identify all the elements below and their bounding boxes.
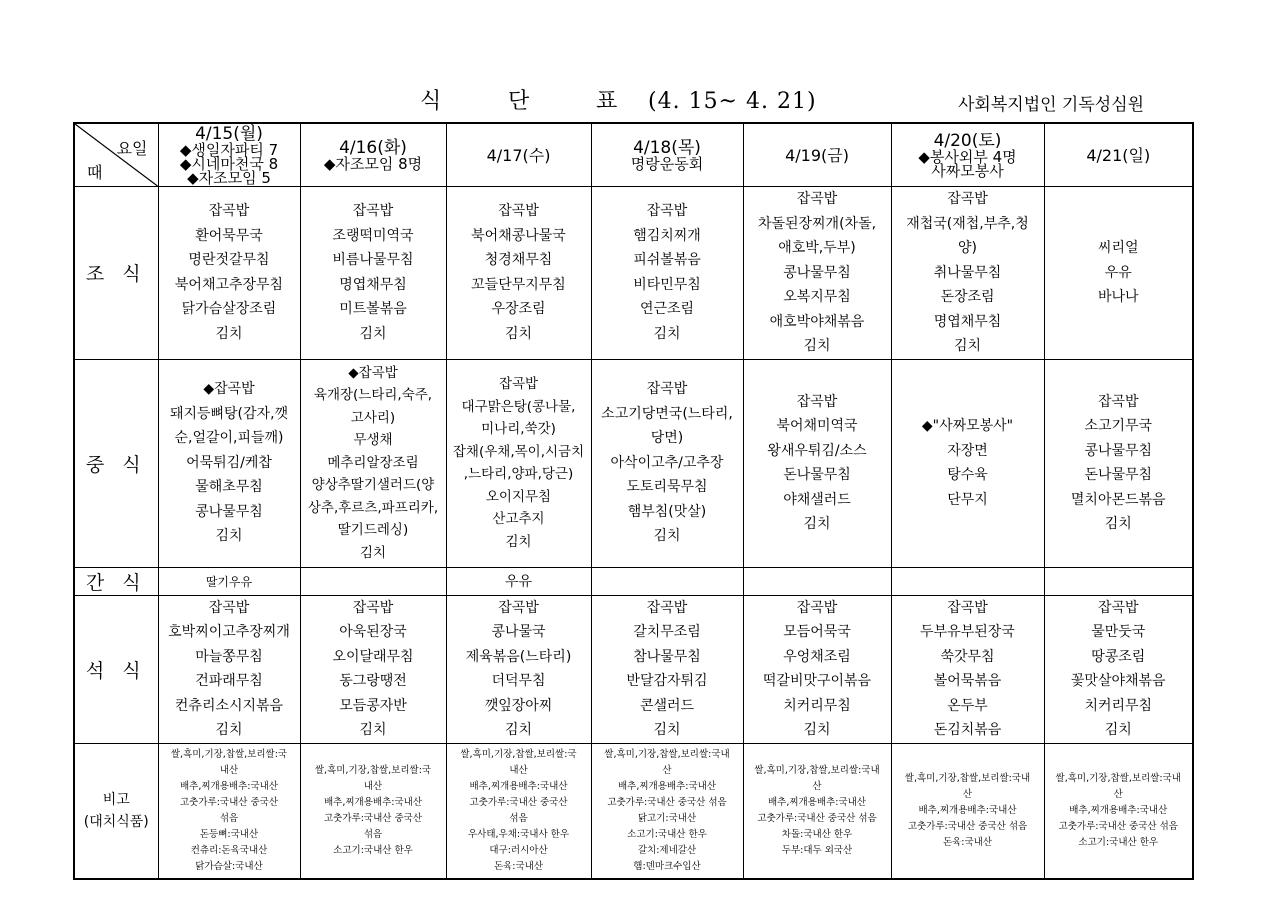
origin-note: 배추,찌개용배추:국내산 — [768, 796, 866, 808]
day-header-cell — [743, 123, 891, 187]
menu-item: 피쉬볼볶음 — [633, 252, 701, 269]
menu-item: 잡곡밥 — [796, 191, 838, 207]
menu-item: 오이달래무침 — [332, 648, 414, 665]
menu-item: ◆잡곡밥 — [348, 364, 398, 381]
snack-label: 간 식 — [74, 567, 158, 595]
menu-item: 잡곡밥 — [498, 599, 539, 616]
menu-item: 소고기당면국(느타리, — [601, 405, 733, 422]
origin-note: 배추,찌개용배추:국내산 — [469, 780, 568, 792]
day-label: 요일 — [116, 139, 148, 158]
menu-item: 콩나물무침 — [195, 503, 263, 520]
remarks-cell — [300, 743, 446, 879]
origin-note: 내산 — [363, 780, 383, 792]
origin-note: 고춧가루:국내산 중국산 섞음 — [607, 796, 727, 808]
menu-item: 무생채 — [353, 432, 393, 449]
origin-note: 돈육:국내산 — [942, 836, 993, 848]
menu-cell — [446, 595, 591, 743]
origin-note: 돈등뼈:국내산 — [199, 828, 259, 840]
snack-cell — [891, 567, 1044, 595]
menu-item: 콘샐러드 — [639, 697, 695, 714]
menu-item: 돈김치볶음 — [933, 722, 1002, 738]
menu-item: 잡채(우채,목이,시금치 — [452, 443, 585, 460]
menu-item: 호박찌이고추장찌개 — [168, 624, 290, 640]
menu-item: 돈나물무침 — [783, 467, 851, 483]
menu-item: 잡곡밥 — [796, 599, 838, 616]
menu-item: 제육볶음(느타리) — [465, 648, 572, 665]
menu-item: 모듬콩자반 — [339, 697, 407, 714]
origin-note: 산 — [662, 764, 672, 776]
menu-cell — [891, 359, 1044, 567]
menu-item: 돈나물무침 — [1084, 467, 1153, 483]
menu-item: 딸기드레싱) — [337, 522, 409, 539]
menu-cell — [300, 187, 446, 360]
remarks-cell — [891, 743, 1044, 879]
origin-note: 배추,찌개용배추:국내산 — [1069, 804, 1168, 816]
remarks-row — [74, 743, 1193, 879]
menu-item: 닭가슴살장조림 — [181, 301, 277, 318]
menu-item: 잡곡밥 — [646, 381, 688, 398]
origin-note: 쌀,흑미,기장,찹쌀,보리쌀:국내 — [754, 764, 880, 776]
menu-item: 도토리묵무침 — [626, 479, 708, 496]
origin-note: 산 — [962, 788, 973, 800]
menu-item: 떡갈비맛구이볶음 — [762, 673, 872, 689]
origin-note: 두부:대두 외국산 — [781, 844, 853, 856]
menu-item: 김치 — [1104, 516, 1132, 532]
origin-note: 섞음 — [509, 812, 528, 824]
menu-item: 돈장조림 — [940, 289, 995, 305]
origin-note: 대구:러시아산 — [489, 844, 548, 856]
menu-item: 우엉채조림 — [783, 648, 851, 665]
menu-cell — [300, 595, 446, 743]
menu-item: 볼어묵볶음 — [933, 673, 1002, 689]
menu-item: 치커리무침 — [783, 697, 851, 714]
menu-item: 김치 — [215, 722, 243, 738]
title-char: 단 — [508, 89, 531, 114]
breakfast-label: 조 식 — [74, 187, 158, 360]
menu-item: 잡곡밥 — [352, 203, 394, 220]
menu-item: 북어채콩나물국 — [471, 227, 566, 244]
menu-item: 잡곡밥 — [947, 191, 988, 207]
menu-item: 비름나물무침 — [332, 252, 414, 269]
menu-item: 바나나 — [1097, 289, 1139, 305]
menu-item: 잡곡밥 — [646, 599, 688, 616]
origin-note: 고춧가루:국내산 중국산 — [180, 796, 278, 808]
day-header-cell — [1044, 123, 1193, 187]
origin-note: 소고기:국내산 한우 — [1078, 836, 1159, 848]
menu-item: 두부유부된장국 — [920, 624, 1015, 640]
menu-cell — [743, 187, 891, 360]
snack-cell: 우유 — [446, 567, 591, 595]
menu-item: 육개장(느타리,숙주, — [313, 387, 433, 404]
menu-item: ◆잡곡밥 — [203, 381, 255, 398]
menu-item: 참나물무침 — [633, 648, 701, 665]
menu-item: 왕새우튀김/소스 — [767, 442, 867, 459]
menu-item: 갈치무조림 — [633, 624, 701, 640]
menu-item: 환어묵무국 — [195, 227, 263, 244]
origin-note: 돈육:국내산 — [493, 860, 544, 872]
origin-note: 배추,찌개용배추:국내산 — [180, 780, 278, 792]
origin-note: 배추,찌개용배추:국내산 — [618, 780, 716, 792]
menu-item: 양) — [958, 240, 977, 256]
origin-note: 햄:덴마크수입산 — [633, 860, 701, 872]
menu-item: 미나리,쑥갓) — [481, 421, 556, 437]
day-date: 4/16(화) — [339, 137, 407, 158]
corner-cell — [74, 123, 158, 187]
organization-name: 사회복지법인 기독성심원 — [958, 95, 1145, 115]
menu-item: 잡곡밥 — [1097, 599, 1139, 616]
menu-table — [73, 122, 1194, 880]
lunch-label: 중 식 — [74, 359, 158, 567]
menu-item: 김치 — [953, 338, 982, 354]
menu-item: 마늘쫑무침 — [195, 648, 263, 665]
menu-cell — [743, 595, 891, 743]
menu-item: 물해초무침 — [195, 479, 263, 496]
menu-item: 양상추딸기샐러드(양 — [311, 477, 435, 494]
origin-note: 산 — [812, 780, 822, 792]
menu-cell — [300, 359, 446, 567]
origin-note: 소고기:국내산 한우 — [333, 844, 413, 856]
menu-item: 쑥갓무침 — [940, 648, 995, 665]
menu-item: 콩나물국 — [491, 624, 546, 640]
menu-item: 북어채미역국 — [776, 418, 858, 434]
menu-item: 아삭이고추/고추장 — [610, 454, 724, 471]
menu-item: 잡곡밥 — [498, 203, 539, 220]
day-date: 4/15(월) — [195, 123, 263, 144]
origin-note: 산 — [1113, 788, 1123, 800]
menu-item: 김치 — [803, 338, 831, 354]
menu-cell — [591, 187, 743, 360]
remarks-label — [74, 743, 158, 879]
origin-note: 섞음 — [363, 828, 383, 840]
menu-cell — [1044, 359, 1193, 567]
origin-note: 갈치:제네갈산 — [637, 844, 697, 856]
menu-item: 동그랑땡전 — [339, 673, 407, 689]
menu-item: ,느타리,양파,당근) — [463, 466, 574, 482]
menu-item: 꽃맛살야채볶음 — [1070, 673, 1166, 689]
day-note: ◆생일자파티 7 — [179, 140, 279, 159]
origin-note: 배추,찌개용배추:국내산 — [324, 796, 422, 808]
day-date: 4/17(수) — [486, 145, 551, 165]
menu-item: 콩나물무침 — [1084, 442, 1153, 459]
page-title — [420, 84, 817, 115]
menu-item: 소고기무국 — [1084, 418, 1153, 434]
menu-cell — [158, 595, 300, 743]
origin-note: 차돌:국내산 한우 — [781, 828, 853, 840]
menu-item: 땅콩조림 — [1091, 648, 1146, 665]
menu-item: 우장조림 — [491, 301, 546, 318]
snack-row — [74, 567, 1193, 595]
menu-item: 김치 — [215, 528, 243, 545]
menu-item: 돼지등뼈탕(감자,깻 — [169, 405, 289, 422]
menu-cell — [158, 187, 300, 360]
menu-item: 미트볼볶음 — [339, 301, 407, 318]
menu-item: 잡곡밥 — [498, 376, 539, 392]
menu-item: 당면) — [650, 430, 684, 447]
origin-note: 섞음 — [219, 812, 239, 824]
day-header-cell — [300, 123, 446, 187]
origin-note: 배추,찌개용배추:국내산 — [918, 804, 1017, 816]
remarks-cell — [743, 743, 891, 879]
menu-cell — [891, 595, 1044, 743]
menu-item: 온두부 — [947, 697, 988, 714]
menu-item: 더덕무침 — [491, 673, 546, 689]
remarks-label-line: 비고 — [102, 791, 130, 808]
menu-cell — [446, 187, 591, 360]
menu-item: 명엽채무침 — [339, 276, 407, 293]
origin-note: 고춧가루:국내산 중국산 섞음 — [907, 820, 1028, 832]
meal-label: 때 — [87, 163, 103, 182]
menu-item: 김치 — [359, 722, 387, 738]
menu-item: 명엽채무침 — [933, 313, 1002, 330]
title-char: 표 — [596, 89, 619, 114]
day-date: 4/18(목) — [633, 137, 701, 158]
menu-item: 햄부침(맛살) — [627, 503, 707, 520]
menu-item: 청경채무침 — [484, 252, 553, 269]
menu-item: 컨츄리소시지볶음 — [174, 697, 284, 714]
menu-item: 씨리얼 — [1097, 240, 1139, 256]
origin-note: 고춧가루:국내산 중국산 — [324, 812, 422, 824]
menu-cell — [446, 359, 591, 567]
menu-cell — [743, 359, 891, 567]
menu-item: 북어채고추장무침 — [174, 276, 284, 293]
menu-item: 연근조림 — [639, 301, 695, 318]
menu-item: 우유 — [1104, 264, 1132, 281]
day-date: 4/20(토) — [933, 130, 1002, 151]
day-note: ◆자조모임 8명 — [323, 154, 423, 173]
day-date: 4/19(금) — [785, 145, 849, 165]
menu-item: 반달감자튀김 — [626, 673, 708, 689]
menu-item: 순,얼갈이,피들깨) — [174, 430, 284, 447]
snack-cell — [1044, 567, 1193, 595]
snack-cell — [591, 567, 743, 595]
menu-item: 꼬들단무지무침 — [471, 276, 566, 293]
day-header-cell — [446, 123, 591, 187]
day-header-cell — [158, 123, 300, 187]
origin-note: 쌀,흑미,기장,찹쌀,보리쌀:국내 — [604, 748, 730, 760]
day-note: ◆자조모임 5 — [187, 168, 271, 187]
day-header-cell — [591, 123, 743, 187]
menu-item: 명란젓갈무침 — [188, 252, 270, 269]
menu-item: 아욱된장국 — [339, 624, 407, 640]
remarks-cell — [158, 743, 300, 879]
menu-item: 단무지 — [947, 491, 988, 508]
title-date-range: (4. 15~ 4. 21) — [648, 89, 817, 114]
menu-cell — [891, 187, 1044, 360]
origin-note: 닭가슴살:국내산 — [195, 860, 263, 872]
lunch-row — [74, 359, 1193, 567]
menu-cell — [158, 359, 300, 567]
menu-item: ◆"사짜모봉사" — [921, 418, 1014, 434]
menu-item: 상추,후르츠,파프리카, — [307, 499, 439, 516]
menu-item: 김치 — [653, 722, 681, 738]
origin-note: 고춧가루:국내산 중국산 — [469, 796, 568, 808]
menu-item: 어묵튀김/케찹 — [186, 454, 272, 471]
menu-item: 김치 — [1104, 722, 1132, 738]
day-note: 사짜모봉사 — [931, 161, 1004, 180]
day-date: 4/21(일) — [1086, 145, 1151, 165]
menu-item: 잡곡밥 — [796, 393, 838, 410]
menu-item: 김치 — [803, 516, 831, 532]
menu-item: 잡곡밥 — [208, 203, 250, 220]
menu-item: 치커리무침 — [1084, 697, 1153, 714]
menu-item: 산고추지 — [492, 511, 545, 527]
origin-note: 쌀,흑미,기장,찹쌀,보리쌀:국 — [314, 764, 432, 776]
origin-note: 내산 — [509, 764, 528, 776]
menu-item: 야채샐러드 — [783, 491, 851, 508]
origin-note: 닭고기:국내산 — [637, 812, 697, 824]
menu-item: 콩나물무침 — [783, 264, 851, 281]
menu-item: 잡곡밥 — [646, 203, 688, 220]
menu-item: 조랭떡미역국 — [332, 227, 414, 244]
menu-item: 대구맑은탕(콩나물, — [461, 398, 576, 415]
title-char: 식 — [420, 89, 443, 114]
header-row — [74, 123, 1193, 187]
menu-item: 김치 — [504, 325, 533, 342]
menu-item: 잡곡밥 — [947, 599, 988, 616]
remarks-label-line: (대치식품) — [83, 813, 149, 830]
menu-item: 깻잎장아찌 — [484, 697, 553, 714]
menu-item: 모듬어묵국 — [783, 624, 851, 640]
remarks-cell — [1044, 743, 1193, 879]
day-note: ◆봉사외부 4명 — [918, 147, 1017, 166]
menu-item: 자장면 — [947, 442, 988, 459]
menu-item: 김치 — [653, 325, 681, 342]
menu-cell — [591, 595, 743, 743]
menu-cell — [1044, 187, 1193, 360]
menu-item: 김치 — [653, 528, 681, 545]
menu-cell — [591, 359, 743, 567]
snack-cell — [743, 567, 891, 595]
menu-item: 고사리) — [350, 409, 396, 426]
menu-item: 애호박야채볶음 — [769, 313, 865, 330]
origin-note: 쌀,흑미,기장,찹쌀,보리쌀:국내 — [904, 772, 1031, 784]
menu-item: 재첩국(재첩,부추,청 — [906, 215, 1029, 232]
menu-item: 멸치아몬드볶음 — [1070, 491, 1166, 508]
dinner-row — [74, 595, 1193, 743]
menu-item: 김치 — [359, 544, 387, 561]
day-header-cell — [891, 123, 1044, 187]
menu-item: 애호박,두부) — [778, 240, 856, 256]
menu-item: 건파래무침 — [195, 673, 263, 689]
menu-item: 잡곡밥 — [1097, 393, 1139, 410]
day-note: 명랑운동회 — [630, 154, 704, 173]
menu-item: 김치 — [215, 325, 243, 342]
menu-item: 탕수육 — [947, 467, 988, 483]
day-note: ◆시네마천국 8 — [179, 154, 279, 173]
menu-item: 김치 — [505, 533, 532, 550]
remarks-cell — [591, 743, 743, 879]
menu-item: 물만둣국 — [1091, 624, 1146, 640]
origin-note: 쌀,흑미,기장,찹쌀,보리쌀:국내 — [1055, 772, 1181, 784]
menu-item: 메추리알장조림 — [327, 454, 419, 471]
origin-note: 쌀,흑미,기장,찹쌀,보리쌀:국 — [460, 748, 577, 760]
origin-note: 내산 — [219, 764, 239, 776]
menu-item: 김치 — [803, 722, 831, 738]
dinner-label: 석 식 — [74, 595, 158, 743]
menu-cell — [1044, 595, 1193, 743]
menu-item: 김치 — [359, 325, 387, 342]
menu-item: 잡곡밥 — [352, 599, 394, 616]
menu-item: 오복지무침 — [783, 289, 851, 305]
origin-note: 컨츄리:돈육국내산 — [190, 844, 268, 856]
origin-note: 고춧가루:국내산 중국산 섞음 — [757, 812, 877, 824]
menu-item: 오이지무침 — [485, 488, 552, 505]
origin-note: 소고기:국내산 한우 — [627, 828, 707, 840]
origin-note: 고춧가루:국내산 중국산 섞음 — [1058, 820, 1178, 832]
breakfast-row — [74, 187, 1193, 360]
menu-item: 취나물무침 — [933, 264, 1002, 281]
origin-note: 쌀,흑미,기장,찹쌀,보리쌀:국 — [170, 748, 288, 760]
origin-note: 우사태,우채:국내사 한우 — [467, 828, 569, 840]
menu-item: 비타민무침 — [633, 276, 701, 293]
menu-item: 잡곡밥 — [208, 599, 250, 616]
menu-item: 차돌된장찌개(차돌, — [757, 215, 877, 232]
snack-cell: 딸기우유 — [158, 567, 300, 595]
snack-cell — [300, 567, 446, 595]
menu-item: 김치 — [504, 722, 533, 738]
remarks-cell — [446, 743, 591, 879]
menu-item: 햄김치찌개 — [633, 227, 701, 244]
